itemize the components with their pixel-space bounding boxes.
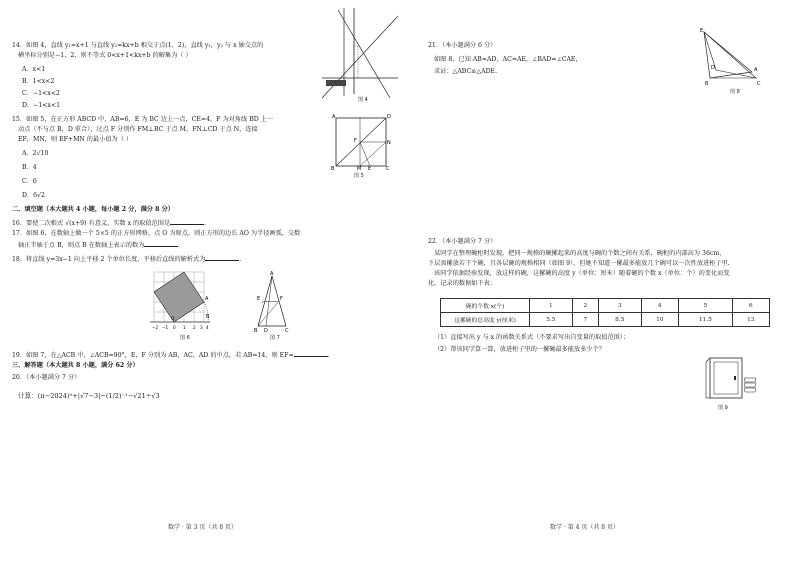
table-cell: 13 bbox=[732, 313, 769, 327]
figure-5-caption: 图 5 bbox=[354, 173, 364, 179]
q17-line1: 17．如图 6，在数轴上做一个 5×5 的正方形网格，点 O 为原点，则正方形的边长 AO 为半径画弧，交数 bbox=[12, 230, 301, 237]
q14-stem-line2: 横坐标分别是−1，2，则不等式 0<x+1<kx+b 的解集为（ ） bbox=[18, 52, 192, 59]
q21-prove: 求证：△ABC≌△ADE. bbox=[434, 68, 498, 75]
figure-8-caption: 图 8 bbox=[730, 89, 740, 95]
fig6-tick-4: 4 bbox=[206, 325, 209, 330]
q15-option-b: B．4 bbox=[22, 164, 37, 171]
q22-line3: 该同学依据经验发现，放这样的碗，这摞碗的高度 y（单位：厘米）随着碗的个数 x（单位：个）的变化而变 bbox=[434, 270, 730, 277]
table-cell: 4 bbox=[641, 299, 678, 313]
fig8-label-b: B bbox=[705, 81, 709, 87]
fig6-label-b: B bbox=[206, 314, 210, 320]
figure-6-caption: 图 6 bbox=[180, 335, 190, 341]
q22-line1: 某同学在整理碗柜时发现，把同一规格的碗摞起来的高度与碗的个数之间有关系，碗柜的内部高为 36cm， bbox=[434, 250, 726, 257]
figure-5-square bbox=[330, 112, 392, 170]
fig8-label-a: A bbox=[754, 67, 758, 73]
fig5-label-b: B bbox=[331, 166, 335, 170]
figure-7-triangle bbox=[248, 270, 292, 332]
table-cell: 2 bbox=[572, 299, 598, 313]
q22-data-table bbox=[440, 298, 770, 327]
fig7-label-a: A bbox=[270, 271, 274, 277]
fig7-label-c: C bbox=[285, 328, 289, 332]
q22-title: 22．（本小题满分 7 分） bbox=[428, 238, 497, 245]
q18-text: 18．将直线 y=3x−1 向上平移 2 个单位长度，平移后直线的解析式为 ． bbox=[12, 256, 246, 263]
fig7-label-d: D bbox=[264, 328, 268, 332]
figure-6-grid bbox=[148, 268, 212, 332]
figure-8-triangles bbox=[696, 24, 768, 90]
table-cell: 3 bbox=[598, 299, 641, 313]
q20-title: 20．（本小题满分 7 分） bbox=[12, 374, 81, 381]
fig8-label-c: C bbox=[757, 81, 761, 87]
q20-expression: 计算：(π−2024)⁰+|√7−3|−(1/2)⁻¹−√21÷√3 bbox=[18, 392, 160, 400]
fig6-tick-2: 2 bbox=[193, 325, 196, 330]
table-cell: 6 bbox=[732, 299, 769, 313]
fig5-label-n: N bbox=[387, 140, 391, 146]
table-row-height bbox=[441, 313, 770, 327]
fig5-label-f: F bbox=[354, 138, 357, 144]
fig5-label-c: C bbox=[386, 166, 390, 170]
section-2-heading: 二、填空题（本大题共 4 小题，每小题 2 分，满分 8 分） bbox=[12, 206, 174, 213]
right-page bbox=[400, 0, 794, 561]
q15-stem-line2: 动点（不与点 B，D 重合），过点 F 分别作 FM⊥BC 于点 M，FN⊥CD 于点 N，连接 bbox=[18, 126, 258, 133]
q22-line4: 化，记录的数据如下表： bbox=[428, 280, 497, 287]
table-cell: 8.5 bbox=[598, 313, 641, 327]
fig7-label-f: F bbox=[280, 296, 283, 302]
figure-7-caption: 图 7 bbox=[270, 335, 280, 341]
q14-option-c: C．−1<x<2 bbox=[22, 90, 60, 97]
fig6-tick-m2: −2 bbox=[152, 325, 159, 330]
fig6-tick-1: 1 bbox=[183, 325, 186, 330]
table-row-count bbox=[441, 299, 770, 313]
q15-option-c: C．6 bbox=[22, 178, 37, 185]
q15-option-d: D．6√2 bbox=[22, 192, 45, 199]
table-cell: 11.5 bbox=[678, 313, 732, 327]
fig6-label-o: O bbox=[171, 317, 175, 322]
fig7-label-b: B bbox=[254, 328, 258, 332]
section-3-heading: 三、解答题（本大题共 8 小题，满分 62 分） bbox=[12, 362, 139, 369]
fig6-tick-3: 3 bbox=[200, 325, 203, 330]
table-cell: 1 bbox=[530, 299, 573, 313]
q14-option-b: B．1<x<2 bbox=[22, 78, 55, 85]
fig6-label-a: A bbox=[205, 296, 209, 302]
fig5-label-e: E bbox=[368, 166, 372, 170]
figure-9-caption: 图 9 bbox=[718, 405, 728, 411]
q15-option-a: A．2√10 bbox=[22, 150, 49, 157]
q22-line2: 下层需摞放若干个碗，且各层碗的规格相同（如图 9），但她不知道一摞最多能放几个碗可以一次性放进柜子里. bbox=[428, 260, 730, 267]
q14-stem-line1: 14．如图 4，直线 y₁=x+1 与直线 y₂=kx+b 相交于点(1，2)，直线 y₁，y₂ 与 x 轴交点的 bbox=[12, 42, 264, 49]
q21-title: 21．（本小题满分 6 分） bbox=[428, 42, 497, 49]
fig8-label-e: E bbox=[700, 28, 704, 34]
right-page-footer: 数学 · 第 4 页（共 8 页） bbox=[550, 524, 619, 531]
figure-4-graph bbox=[318, 6, 400, 102]
q22-sub1: （1）直接写出 y 与 x 的函数关系式（不要求写出自变量的取值范围）； bbox=[434, 334, 630, 341]
fig5-label-a: A bbox=[332, 114, 336, 120]
q15-stem-line1: 15．如图 5，在正方形 ABCD 中，AB=6，E 为 BC 边上一点，CE=4，F 为对角线 BD 上一 bbox=[12, 116, 274, 123]
table-header-count: 碗的个数 x(个) bbox=[441, 299, 530, 313]
table-cell: 5.5 bbox=[530, 313, 573, 327]
q14-option-d: D．−1<x<1 bbox=[22, 102, 61, 109]
table-cell: 7 bbox=[572, 313, 598, 327]
fig5-label-m: M bbox=[357, 166, 362, 170]
figure-9-cabinet bbox=[704, 354, 760, 402]
fig8-label-d: D bbox=[711, 65, 715, 71]
table-header-height: 这摞碗的总高度 y(厘米) bbox=[441, 313, 530, 327]
q19-text: 19．如图 7，在△ACB 中，∠ACB=90°，E，F 分别为 AB，AC，AD 的中点，若 AB=14，则 EF= ． bbox=[12, 352, 334, 359]
q21-given: 如图 8，已知 AB=AD，AC=AE，∠BAD=∠CAE， bbox=[434, 56, 582, 63]
q14-option-a: A．x<1 bbox=[22, 66, 46, 73]
fig5-label-d: D bbox=[387, 114, 391, 120]
table-cell: 10 bbox=[641, 313, 678, 327]
q16-text: 16．要使二次根式 √(x+9) 有意义，实数 x 的取值范围是 ． bbox=[12, 220, 211, 227]
fig7-label-e: E bbox=[257, 296, 261, 302]
left-page-footer: 数学 · 第 3 页（共 8 页） bbox=[168, 524, 237, 531]
q22-sub2: （2）帮该同学算一算，放进柜子里的一摞碗最多能放多少个？ bbox=[434, 346, 605, 353]
q15-stem-line3: EF，MN，则 EF+MN 的最小值为（ ） bbox=[18, 136, 133, 143]
figure-4-caption: 图 4 bbox=[358, 97, 368, 103]
table-cell: 5 bbox=[678, 299, 732, 313]
fig6-tick-m1: −1 bbox=[162, 325, 169, 330]
q17-line2: 轴正半轴于点 B，则点 B 在数轴上表示的数为 ． bbox=[18, 242, 185, 249]
fig6-tick-0: 0 bbox=[173, 325, 176, 330]
